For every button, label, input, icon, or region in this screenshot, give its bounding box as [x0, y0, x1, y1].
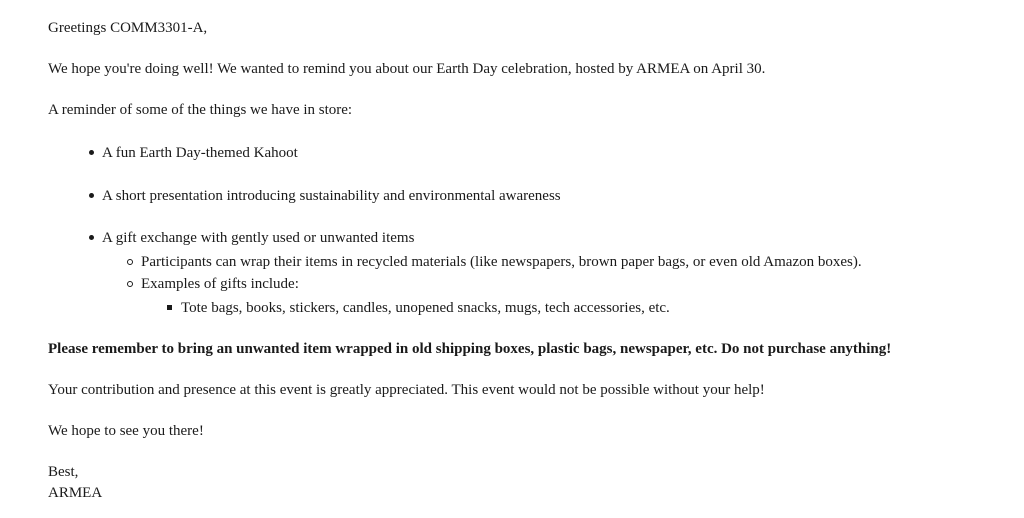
greeting: Greetings COMM3301-A, [48, 20, 208, 36]
important-note: Please remember to bring an unwanted item wrapped in old shipping boxes, plastic bags, newspaper, etc. Do not purchase anything! [48, 341, 892, 357]
bullet-dot-icon [89, 193, 94, 198]
bullet-dot-icon [89, 150, 94, 155]
sub-list-item-text: Participants can wrap their items in recycled materials (like newspapers, brown paper bags, or even old Amazon boxes). [141, 254, 862, 270]
list-item-text: A fun Earth Day-themed Kahoot [102, 145, 298, 161]
bullet-dot-icon [89, 235, 94, 240]
list-item-text: A gift exchange with gently used or unwanted items [102, 230, 415, 246]
sub-list-item-text: Examples of gifts include: [141, 276, 299, 292]
intro-paragraph: We hope you're doing well! We wanted to remind you about our Earth Day celebration, hosted by ARMEA on April 30. [48, 61, 766, 77]
signoff: Best, [48, 464, 79, 480]
bullet-circle-icon [127, 259, 133, 265]
signature: ARMEA [48, 485, 103, 501]
closing-hope: We hope to see you there! [48, 423, 204, 439]
sub-sub-list-item-text: Tote bags, books, stickers, candles, unopened snacks, mugs, tech accessories, etc. [181, 300, 670, 316]
bullet-circle-icon [127, 281, 133, 287]
appreciation-paragraph: Your contribution and presence at this event is greatly appreciated. This event would not be possible without your help! [48, 382, 765, 398]
bullet-square-icon [167, 305, 172, 310]
reminder-heading: A reminder of some of the things we have in store: [48, 102, 353, 118]
list-item-text: A short presentation introducing sustainability and environmental awareness [102, 188, 561, 204]
